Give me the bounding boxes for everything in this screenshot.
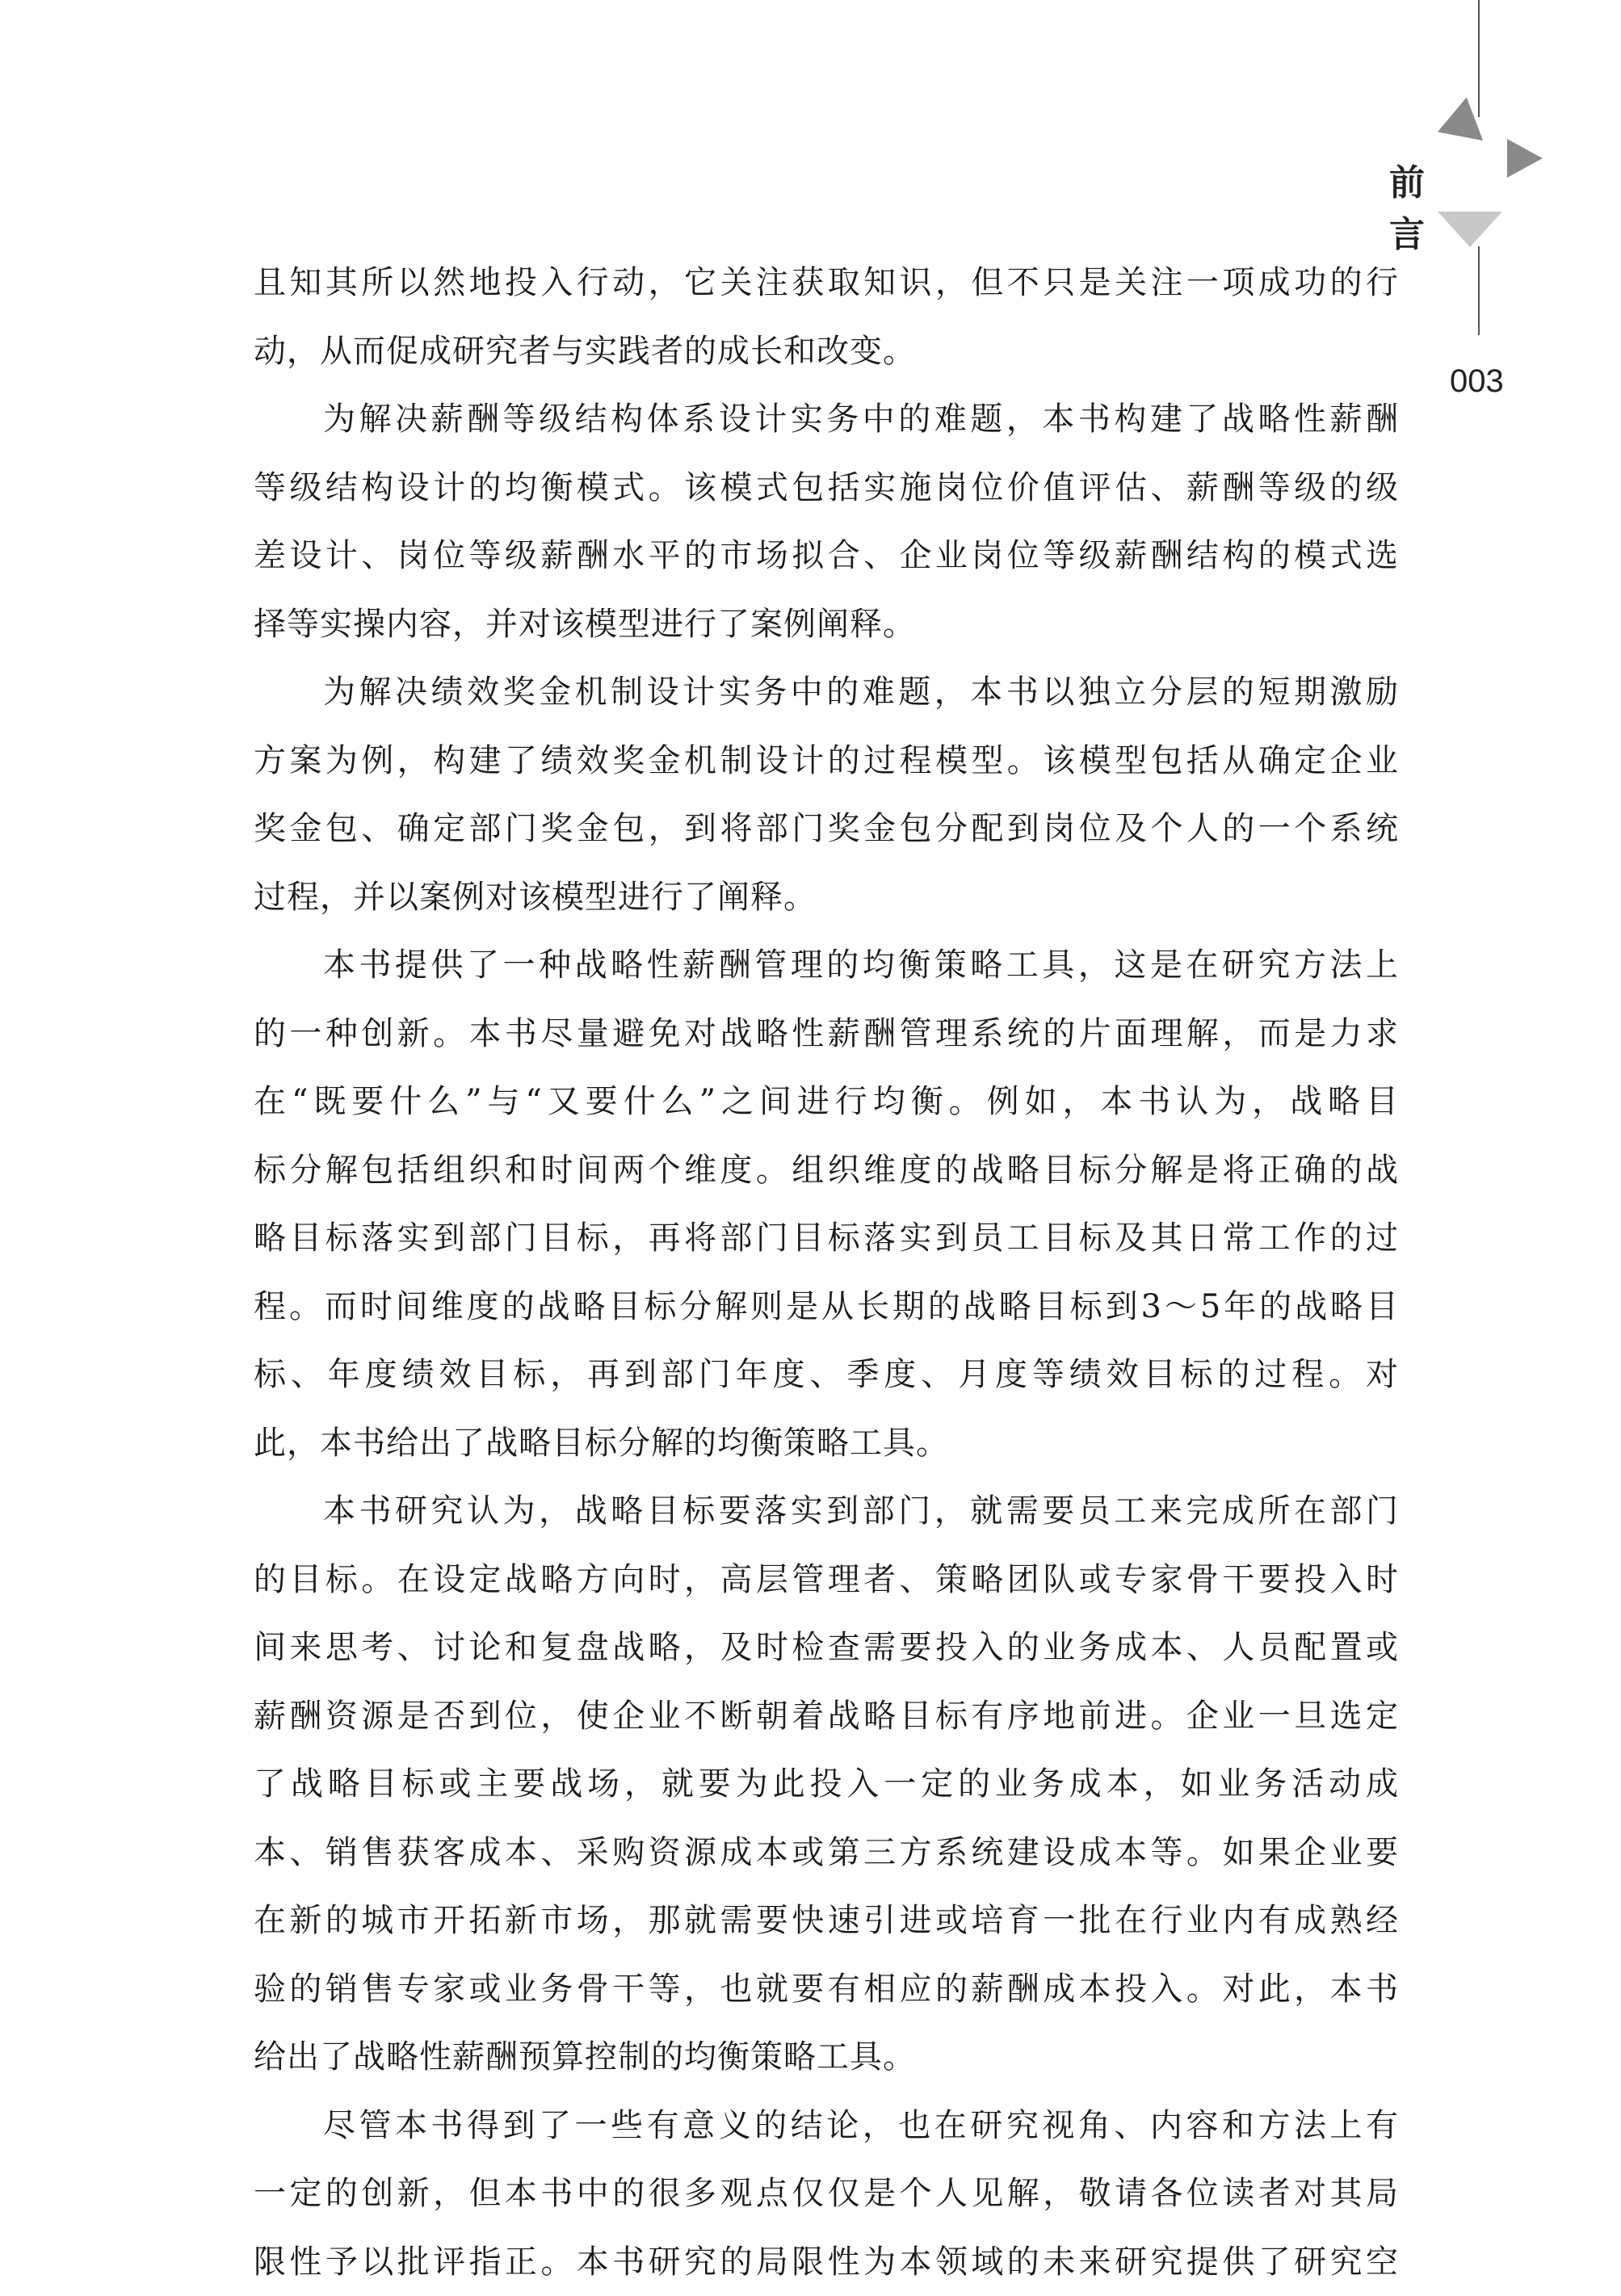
triangle-ornament-right	[1507, 139, 1543, 178]
text-line: 了战略目标或主要战场，就要为此投入一定的业务成本，如业务活动成	[254, 1750, 1399, 1819]
text-line: 奖金包、确定部门奖金包，到将部门奖金包分配到岗位及个人的一个系统	[254, 795, 1399, 863]
header-divider-top	[1478, 0, 1480, 117]
text-line: 标、年度绩效目标，再到部门年度、季度、月度等绩效目标的过程。对	[254, 1341, 1399, 1409]
text-line: 的一种创新。本书尽量避免对战略性薪酬管理系统的片面理解，而是力求	[254, 1000, 1399, 1068]
text-line: 给出了战略性薪酬预算控制的均衡策略工具。	[254, 2023, 1399, 2092]
text-line: 间来思考、讨论和复盘战略，及时检查需要投入的业务成本、人员配置或	[254, 1614, 1399, 1682]
text-line: 差设计、岗位等级薪酬水平的市场拟合、企业岗位等级薪酬结构的模式选	[254, 522, 1399, 590]
text-line: 且知其所以然地投入行动，它关注获取知识，但不只是关注一项成功的行	[254, 249, 1399, 317]
text-line: 择等实操内容，并对该模型进行了案例阐释。	[254, 590, 1399, 659]
text-line: 略目标落实到部门目标，再将部门目标落实到员工目标及其日常工作的过	[254, 1204, 1399, 1273]
text-line: 限性予以批评指正。本书研究的局限性为本领域的未来研究提供了研究空	[254, 2228, 1399, 2296]
text-line: 为解决绩效奖金机制设计实务中的难题，本书以独立分层的短期激励	[254, 658, 1399, 727]
text-line: 本书研究认为，战略目标要落实到部门，就需要员工来完成所在部门	[254, 1477, 1399, 1546]
text-line: 验的销售专家或业务骨干等，也就要有相应的薪酬成本投入。对此，本书	[254, 1955, 1399, 2024]
text-line: 为解决薪酬等级结构体系设计实务中的难题，本书构建了战略性薪酬	[254, 385, 1399, 454]
page-number: 003	[1450, 363, 1504, 400]
body-text	[254, 249, 1399, 2296]
text-line: 此，本书给出了战略目标分解的均衡策略工具。	[254, 1409, 1399, 1478]
section-title: 前 言	[1389, 153, 1502, 257]
text-line: 一定的创新，但本书中的很多观点仅仅是个人见解，敬请各位读者对其局	[254, 2160, 1399, 2228]
text-line: 过程，并以案例对该模型进行了阐释。	[254, 863, 1399, 932]
text-line: 在新的城市开拓新市场，那就需要快速引进或培育一批在行业内有成熟经	[254, 1887, 1399, 1955]
text-line: 程。而时间维度的战略目标分解则是从长期的战略目标到3～5年的战略目	[254, 1273, 1399, 1341]
text-line: 尽管本书得到了一些有意义的结论，也在研究视角、内容和方法上有	[254, 2092, 1399, 2160]
text-line: 等级结构设计的均衡模式。该模式包括实施岗位价值评估、薪酬等级的级	[254, 454, 1399, 523]
text-line: 标分解包括组织和时间两个维度。组织维度的战略目标分解是将正确的战	[254, 1136, 1399, 1205]
text-line: 方案为例，构建了绩效奖金机制设计的过程模型。该模型包括从确定企业	[254, 727, 1399, 795]
triangle-ornament-left	[1438, 97, 1497, 157]
text-line: 在“既要什么”与“又要什么”之间进行均衡。例如，本书认为，战略目	[254, 1068, 1399, 1136]
text-line: 本、销售获客成本、采购资源成本或第三方系统建设成本等。如果企业要	[254, 1819, 1399, 1887]
text-line: 薪酬资源是否到位，使企业不断朝着战略目标有序地前进。企业一旦选定	[254, 1682, 1399, 1751]
text-line: 动，从而促成研究者与实践者的成长和改变。	[254, 317, 1399, 386]
text-line: 的目标。在设定战略方向时，高层管理者、策略团队或专家骨干要投入时	[254, 1546, 1399, 1614]
header-divider-bottom	[1478, 246, 1480, 335]
text-line: 本书提供了一种战略性薪酬管理的均衡策略工具，这是在研究方法上	[254, 931, 1399, 1000]
